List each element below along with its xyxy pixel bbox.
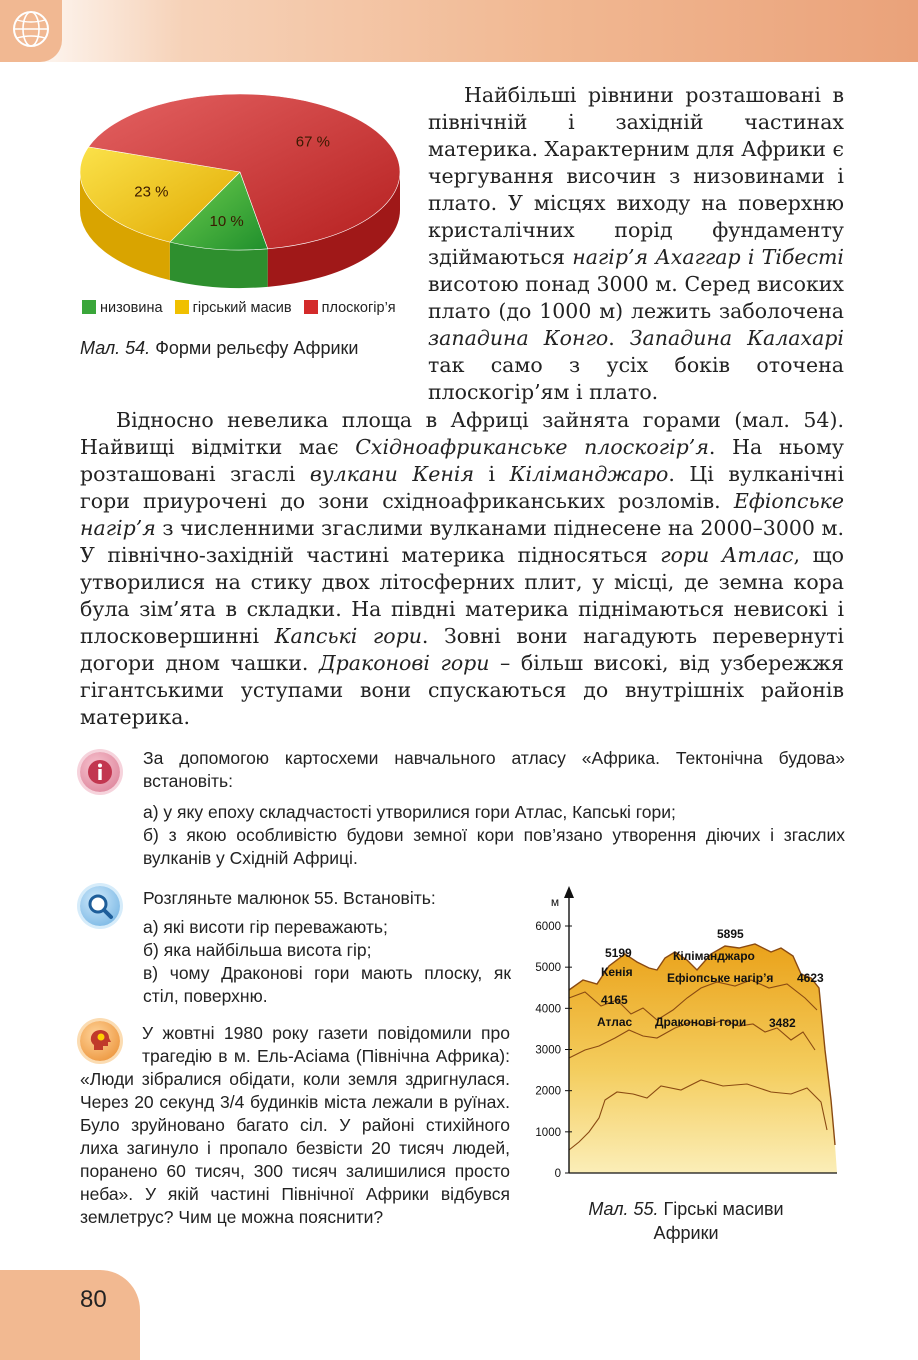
p2-term-kilimanjaro: Кіліманджаро <box>509 462 669 486</box>
peak-height-label: 3482 <box>769 1016 796 1030</box>
p2-text-g: . Ці вулканічні гори приурочені до зони східноафриканських розломів. <box>80 462 845 513</box>
y-tick-label: 4000 <box>535 1003 561 1016</box>
task-figure-b: б) яка найбільша висота гір; <box>143 940 372 960</box>
globe-icon <box>12 10 50 48</box>
task-figure-c: в) чому Драконові гори мають плоску, як стіл, поверхню. <box>143 963 511 1006</box>
task-atlas-b: б) з якою особливістю будови земної кори пов’язано утворення діючих і згаслих вулканів у Східній Африці. <box>143 825 845 868</box>
p2-text-k: , що утворилися на стику двох літосферних плит, у місці, де земна кора була зім’ята в складки. На півдні материка піднімаються невисокі і плосковершинні <box>80 543 845 648</box>
info-icon <box>80 752 120 792</box>
y-tick-label: 0 <box>554 1168 561 1180</box>
pie-label-lowland: 10 % <box>209 212 244 230</box>
p2-term-atlas: гори Атлас <box>660 543 794 567</box>
figure54-float-spacer <box>80 82 428 382</box>
figure55-caption <box>560 1197 812 1245</box>
y-tick-label: 2000 <box>535 1085 561 1098</box>
task-figure-intro: Розгляньте малюнок 55. Встановіть: <box>143 888 436 908</box>
globe-badge <box>0 0 62 62</box>
page-header <box>0 0 918 62</box>
figure55-caption-text: Гірські масиви Африки <box>653 1199 784 1243</box>
task-figure <box>143 887 511 1008</box>
magnifier-icon <box>80 886 120 926</box>
p2-text-a: Відносно невелика площа в Африці зайнята горами (мал. 54). Найвищі відмітки має <box>80 408 844 459</box>
y-tick-label: 6000 <box>535 921 561 933</box>
legend-mountain: гірський масив <box>192 300 292 316</box>
y-tick-label: 3000 <box>535 1044 561 1057</box>
p2-text-o: – більш високі, від узбережжя гігантськими уступами вони спускаються до внутрішніх районів материка. <box>80 651 844 729</box>
y-axis-unit: м <box>550 895 560 909</box>
peak-name-label: Драконові гори <box>655 1015 747 1029</box>
task-figure-a: а) які висоти гір переважають; <box>143 917 388 937</box>
pie-label-plateau: 67 % <box>295 133 330 151</box>
p1-text-e: . <box>608 326 630 350</box>
mountain-profile-chart <box>525 880 845 1185</box>
legend-plateau: плоскогір’я <box>321 300 396 316</box>
p2-term-east-african-plateau: Східноафриканське плоскогір’я <box>355 435 709 459</box>
p1-text-c: висотою понад 3000 м. Серед високих плато (до 1000 м) лежить заболочена <box>428 272 844 323</box>
p2-text-m: . Зовні вони нагадують перевернуті догори дном чашки. <box>80 624 844 675</box>
task-atlas <box>143 747 845 870</box>
task-quake <box>80 1022 510 1229</box>
peak-name-label: Кенія <box>601 965 633 979</box>
y-tick-label: 1000 <box>535 1126 561 1139</box>
page-number: 80 <box>80 1286 107 1313</box>
quake-icon-spacer <box>80 1022 142 1066</box>
peak-height-label: 5895 <box>717 927 744 941</box>
p2-term-cape: Капські гори <box>274 624 422 648</box>
figure55-caption-label: Мал. 55. <box>588 1199 659 1219</box>
p2-term-drakensberg: Драконові гори <box>318 651 490 675</box>
p1-text-a: Найбільші рівнини розташовані в північній і західній частинах материка. Характерним для Африки є чергування височин з низовинами і плато. У місцях виходу на поверхню кристалічних порід фундаменту здіймаються <box>428 83 844 269</box>
peak-height-label: 4623 <box>797 971 824 985</box>
peak-name-label: Кіліманджаро <box>673 949 755 963</box>
p2-text-i: з численними згаслими вулканами піднесене на 2000–3000 м. У північно-західній частині материка підносяться <box>80 516 844 567</box>
paragraph-1 <box>80 82 844 406</box>
peak-height-label: 4165 <box>601 993 628 1007</box>
figure54-caption-text: Форми рельєфу Африки <box>150 338 359 358</box>
peak-height-label: 5199 <box>605 946 632 960</box>
p1-term-congo: западина Конго <box>428 326 609 350</box>
p2-term-kenya: вулкани Кенія <box>309 462 475 486</box>
task-quake-text: У жовтні 1980 року газети повідомили про трагедію в м. Ель-Асіама (Північна Африка): «Люди зібралися обідати, коли земля здригнулася. Через 20 секунд 3/4 будинків міста лежали в руїнах. Було зруйновано багато сіл. У районі стихійного лиха загинуло і пропало безвісти 20 тисяч людей, поранено 60 тисяч, 300 тисяч залишилися просто неба». У якій частині Північної Африки відбувся землетрус? Чим це можна пояснити? <box>80 1023 510 1227</box>
legend-lowland: низовина <box>100 300 163 316</box>
y-axis-arrow <box>564 886 574 898</box>
p2-text-e: і <box>474 462 510 486</box>
task-atlas-intro: За допомогою картосхеми навчального атласу «Африка. Тектонічна будова» встановіть: <box>143 748 845 791</box>
p2-text-c: . На ньому розташовані згаслі <box>80 435 844 486</box>
figure54-caption-label: Мал. 54. <box>80 338 151 358</box>
peak-name-label: Ефіопське нагір’я <box>667 971 774 985</box>
p1-text-g: так само з усіх боків оточена плоскогір’ям і плато. <box>428 353 844 404</box>
paragraph-2 <box>80 407 844 731</box>
page-number-tab <box>0 1270 140 1360</box>
p1-term-kalahari: Западина Калахарі <box>629 326 844 350</box>
p1-term-ahaggar: нагір’я Ахаггар і Тібесті <box>572 245 844 269</box>
task-atlas-a: а) у яку епоху складчастості утворилися гори Атлас, Капські гори; <box>143 802 676 822</box>
pie-label-mountain: 23 % <box>134 183 169 201</box>
p2-term-ethiopian-highlands: Ефіопське нагір’я <box>80 489 844 540</box>
peak-name-label: Атлас <box>597 1015 633 1029</box>
y-tick-label: 5000 <box>535 962 561 975</box>
